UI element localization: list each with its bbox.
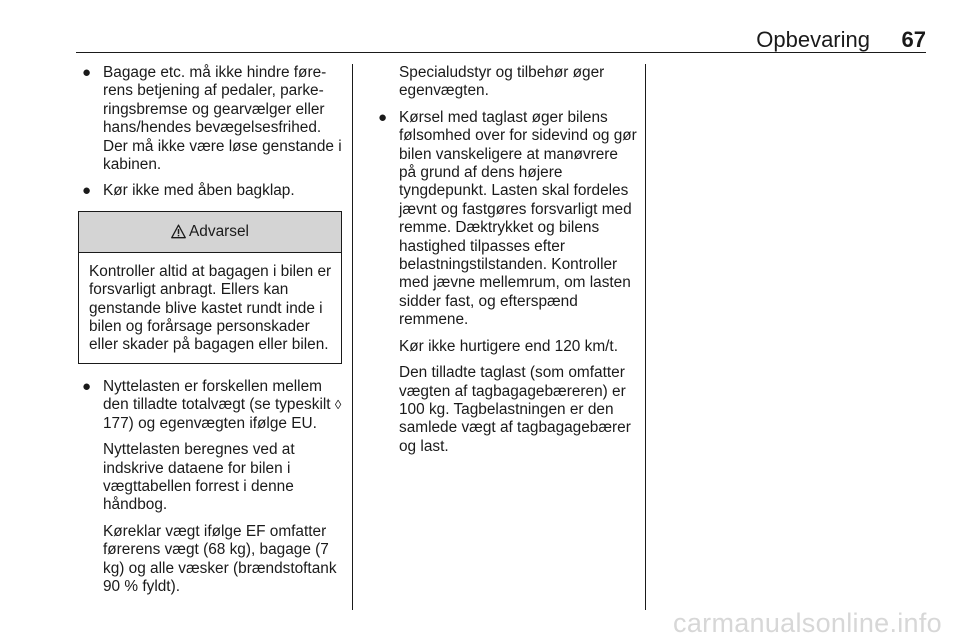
column-divider-right <box>645 64 646 610</box>
column-divider-left <box>352 64 353 610</box>
paragraph: Specialudstyr og tilbehør øger egenvægten. <box>399 64 605 100</box>
paragraph: Kør ikke hurtigere end 120 km/t. <box>399 337 618 355</box>
bullet-icon: ● <box>82 182 92 200</box>
list-item <box>78 182 342 200</box>
bullet-icon: ● <box>82 64 92 81</box>
list-item <box>78 64 342 174</box>
warning-title: Advarsel <box>189 222 249 240</box>
list-item <box>374 109 638 330</box>
page-number: 67 <box>901 27 926 52</box>
list-item-text: Kørsel med taglast øger bilens følsomhed over for sidevind og gør bilen vanskeligere at manøvrere på grund af dens højere tyngdepunkt. Lasten skal fordeles jævnt og fastgøres forsvarligt med remme. Dæktrykket og bilens hastighed tilpasses efter belastningstilstanden. Kontroller med jævne mellemrum, om lasten sidder fast, og efterspænd remmene. <box>399 108 637 329</box>
paragraph: Nyttelasten beregnes ved at indskrive dataene for bilen i vægttabellen forrest i denne håndbog. <box>103 441 295 514</box>
list-item <box>78 378 342 433</box>
section-title: Opbevaring <box>756 27 870 52</box>
bullet-icon: ● <box>378 108 388 126</box>
left-column <box>78 64 342 604</box>
warning-triangle-icon <box>171 215 186 255</box>
page-reference-icon: ◊ <box>334 397 342 413</box>
warning-box <box>78 211 342 364</box>
right-column <box>374 64 638 464</box>
list-item-text: Bagage etc. må ikke hindre førerens betjening af pedaler, parkeringsbremse og gearvælger eller hans/hendes bevægelsesfrihed. Der må ikke være løse genstande i kabinen. <box>103 64 342 174</box>
paragraph: Køreklar vægt ifølge EF omfatter førerens vægt (68 kg), bagage (7 kg) og alle væsker (brændstoftank 90 % fyldt). <box>103 522 337 595</box>
list-item-text: Nyttelasten er forskellen mellem den tilladte totalvægt (se typeskilt ◊ 177) og egenvægten ifølge EU. <box>103 377 342 432</box>
bullet-icon: ● <box>82 377 92 395</box>
watermark: carmanualsonline.info <box>673 608 942 638</box>
warning-body: Kontroller altid at bagagen i bilen er forsvarligt anbragt. Ellers kan genstande blive kastet rundt inde i bilen og forårsage personskader eller skader på bagagen eller bilen. <box>89 262 332 354</box>
list-item-text: Kør ikke med åben bagklap. <box>103 182 295 200</box>
warning-header <box>79 212 341 253</box>
header-rule <box>76 52 926 53</box>
paragraph: Den tilladte taglast (som omfatter vægten af tagbagagebæreren) er 100 kg. Tagbelastningen er den samlede vægt af tagbagagebærer og last. <box>399 364 631 455</box>
